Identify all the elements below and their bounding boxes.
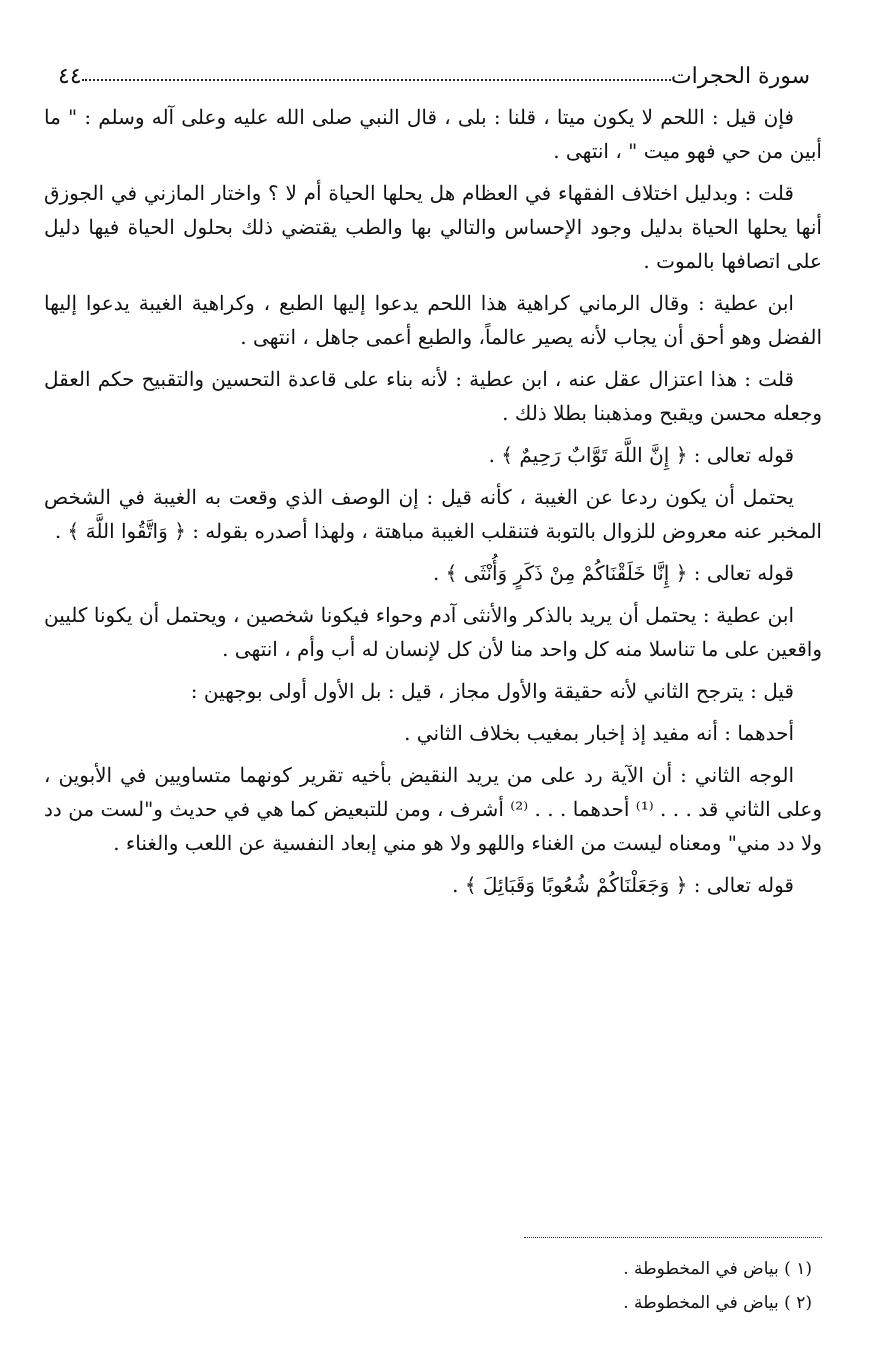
verse-quote: قوله تعالى : ﴿ وَجَعَلْنَاكُمْ شُعُوبًا وَقَبَائِلَ ﴾ . [452, 873, 794, 897]
paragraph: ابن عطية : يحتمل أن يريد بالذكر والأنثى آدم وحواء فيكونا شخصين ، ويحتمل أن يكونا كليين واقعين على ما تناسلا منه كل واحد منا لأن كل لإنسان له أب وأم ، انتهى . [44, 603, 822, 661]
footnote-dotted-line [524, 1237, 822, 1238]
footnote: (٢ ) بياض في المخطوطة . [623, 1293, 812, 1313]
paragraph: ابن عطية : وقال الرماني كراهية هذا اللحم يدعوا إليها الطبع ، وكراهية الغيبة يدعوا إليها الفضل وهو أحق أن يجاب لأنه يصير عالماً، والطبع أعمى جاهل ، انتهى . [44, 291, 822, 349]
surah-title: سورة الحجرات [670, 63, 810, 89]
paragraph: قلت : هذا اعتزال عقل عنه ، ابن عطية : لأنه بناء على قاعدة التحسين والتقبيح حكم العقل وجعله محسن ويقبح ومذهبنا بطلا ذلك . [44, 367, 822, 425]
footnote-separator [44, 1237, 822, 1238]
verse-quote: قوله تعالى : ﴿ إِنَّ اللَّهَ تَوَّابٌ رَحِيمٌ ﴾ . [488, 443, 794, 467]
verse-quote: قوله تعالى : ﴿ إِنَّا خَلَقْنَاكُمْ مِنْ ذَكَرٍ وَأُنْثَى ﴾ . [432, 561, 794, 585]
page-number: ٤٤ [58, 63, 82, 89]
page-body [44, 100, 822, 902]
paragraph: قيل : يترجح الثاني لأنه حقيقة والأول مجاز ، قيل : بل الأول أولى بوجهين : [190, 679, 794, 703]
footnotes [44, 1252, 822, 1320]
paragraph: أحدهما : أنه مفيد إذ إخبار بمغيب بخلاف الثاني . [404, 721, 794, 745]
paragraph: الوجه الثاني : أن الآية رد على من يريد النقيض بأخيه تقرير كونهما متساويين في الأبوين ، وعلى الثاني قد . . . ⁽¹⁾ أحدهما . . . ⁽²⁾ أشرف ، ومن للتبعيض كما هي في حديث و"لست من دد ولا دد مني" ومعناه ليست من الغناء واللهو ولا هو مني إبعاد النفسية عن اللعب والغناء . [44, 763, 822, 855]
paragraph: يحتمل أن يكون ردعا عن الغيبة ، كأنه قيل : إن الوصف الذي وقعت به الغيبة في الشخص المخبر عنه معروض للزوال بالتوبة فتنقلب الغيبة مباهتة ، ولهذا أصدره بقوله : ﴿ وَاتَّقُوا اللَّهَ ﴾ . [44, 485, 822, 543]
footnote: (١ ) بياض في المخطوطة . [623, 1259, 812, 1279]
paragraph: قلت : وبدليل اختلاف الفقهاء في العظام هل يحلها الحياة أم لا ؟ واختار المازني في الجوزق أنها يحلها الحياة بدليل وجود الإحساس والتالي بها والطب يقتضي ذلك بحلول الحياة فيها دليل على اتصافها بالموت . [44, 181, 822, 273]
paragraph: فإن قيل : اللحم لا يكون ميتا ، قلنا : بلى ، قال النبي صلى الله عليه وعلى آله وسلم : " ما أبين من حي فهو ميت " ، انتهى . [44, 105, 822, 163]
page-header [44, 58, 822, 94]
header-dotted-leader [82, 79, 671, 81]
page [44, 58, 822, 910]
